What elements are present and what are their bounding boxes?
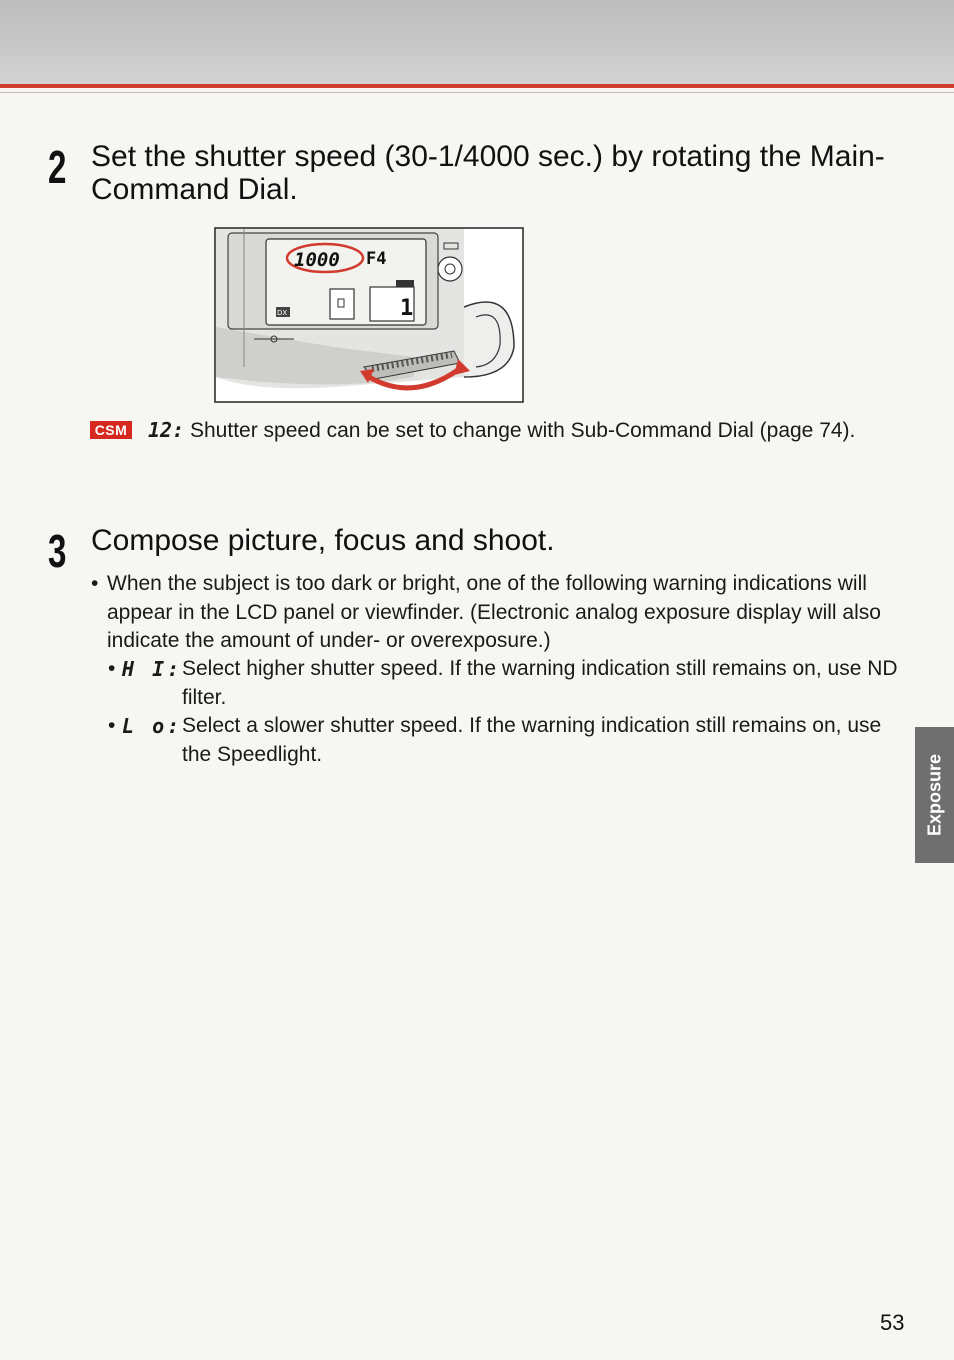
warning-hi-code: H I: [122,657,183,681]
section-tab-label: Exposure [924,753,944,837]
step-3-number: 3 [48,525,67,577]
header-band [0,0,954,84]
csm-badge: CSM [90,421,132,439]
lcd-dx-mark: DX [277,309,288,317]
lcd-frame-counter: 1 [400,296,414,321]
warning-lo-text: Select a slower shutter speed. If the warning indication still remains on, use the Speedlight. [182,714,882,766]
bullet-dot: • [91,572,99,595]
header-thin-rule [0,92,954,93]
bullet-dot: • [108,657,116,680]
page-number: 53 [880,1310,905,1335]
header-red-rule [0,84,954,88]
warning-bullet-text: When the subject is too dark or bright, one of the following warning indications will appear in the LCD panel or viewfinder. (Electronic analog exposure display will also indicate the amount of under- or overexposure.) [107,572,881,652]
warning-lo-code: L o: [122,714,183,738]
camera-lcd-illustration [214,227,524,403]
warning-hi-text: Select higher shutter speed. If the warning indication still remains on, use ND filter. [182,657,898,709]
step-3-heading: Compose picture, focus and shoot. [91,524,555,557]
lcd-shutter-value: 1000 [294,249,340,271]
step-2-heading: Set the shutter speed (30-1/4000 sec.) by rotating the Main-Command Dial. [91,140,885,206]
csm-code: 12: [148,418,185,442]
step-2-number: 2 [48,141,67,193]
csm-text: Shutter speed can be set to change with Sub-Command Dial (page 74). [190,419,856,442]
lcd-aperture-value: F4 [366,249,387,269]
section-tab-exposure [915,727,954,863]
bullet-dot: • [108,714,116,737]
